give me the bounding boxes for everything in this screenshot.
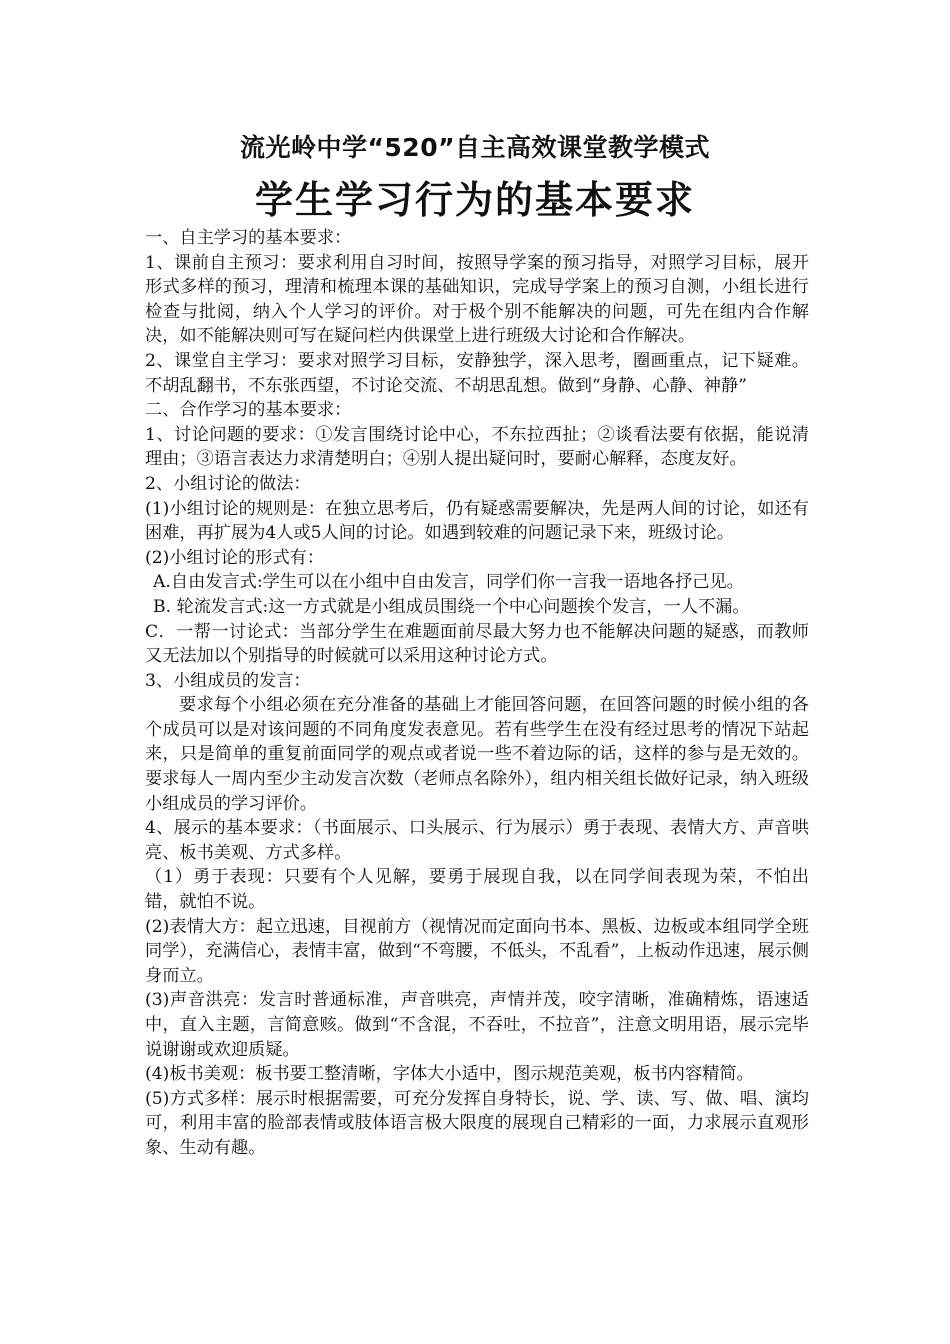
paragraph-presentation-requirements: 4、展示的基本要求：（书面展示、口头展示、行为展示）勇于表现、表情大方、声音哄亮、板书美观、方式多样。 — [145, 818, 809, 863]
paragraph-discussion-requirements: 1、讨论问题的要求：①发言围绕讨论中心，不东拉西扯；②谈看法要有依据，能说清理由；③语言表达力求清楚明白；④别人提出疑问时，要耐心解释，态度友好。 — [145, 424, 809, 470]
list-item-loud-voice: (3)声音洪亮：发言时普通标准，声音哄亮，声情并茂，咬字清晰，准确精炼，语速适中，直入主题，言简意赅。做到“不含混，不吞吐，不拉音”，注意文明用语，展示完毕说谢谢或欢迎质疑。 — [145, 990, 809, 1060]
list-item-peer-help: C．一帮一讨论式：当部分学生在难题面前尽最大努力也不能解决问题的疑惑，而教师又无法加以个别指导的时候就可以采用这种讨论方式。 — [145, 621, 809, 667]
list-item-neat-board-writing: (4)板书美观：板书要工整清晰，字体大小适中，图示规范美观，板书内容精简。 — [145, 1064, 754, 1085]
paragraph-discussion-rules: (1)小组讨论的规则是：在独立思考后，仍有疑惑需要解决，先是两人间的讨论，如还有困难，再扩展为4人或5人间的讨论。如遇到较难的问题记录下来，班级讨论。 — [145, 498, 809, 544]
list-item-diverse-methods: (5)方式多样：展示时根据需要，可充分发挥自身特长，说、学、读、写、做、唱、演均可，利用丰富的脸部表情或肢体语言极大限度的展现自己精彩的一面，力求展示直观形象、生动有趣。 — [145, 1088, 809, 1158]
subheading-member-speaking: 3、小组成员的发言： — [145, 670, 311, 691]
document-body — [145, 226, 809, 1161]
list-item-brave-expression: （1）勇于表现：只要有个人见解，要勇于展现自我，以在同学间表现为荣，不怕出错，就怕不说。 — [145, 867, 809, 913]
section-heading-cooperative-study: 二、合作学习的基本要求： — [145, 400, 352, 421]
list-item-composed-expression: (2)表情大方：起立迅速，目视前方（视情况而定面向书本、黑板、边板或本组同学全班同学），充满信心，表情丰富，做到“不弯腰，不低头，不乱看”，上板动作迅速，展示侧身而立。 — [145, 916, 809, 986]
paragraph-pre-class-preview: 1、课前自主预习：要求利用自习时间，按照导学案的预习指导，对照学习目标，展开形式多样的预习，理清和梳理本课的基础知识，完成导学案上的预习自测，小组长进行检查与批阅，纳入个人学习的评价。对于极个别不能解决的问题，可先在组内合作解决，如不能解决则可写在疑问栏内供课堂上进行班级大讨论和合作解决。 — [145, 252, 809, 347]
subheading-discussion-forms: (2)小组讨论的形式有： — [145, 547, 325, 568]
document-title: 流光岭中学“520”自主高效课堂教学模式 — [239, 133, 711, 162]
section-heading-self-study: 一、自主学习的基本要求： — [145, 228, 352, 248]
paragraph-class-self-study: 2、课堂自主学习：要求对照学习目标，安静独学，深入思考，圈画重点，记下疑难。不胡乱翻书，不东张西望，不讨论交流、不胡思乱想。做到“身静、心静、神静” — [145, 350, 809, 396]
paragraph-member-speaking: 要求每个小组必须在充分准备的基础上才能回答问题，在回答问题的时候小组的各个成员可以是对该问题的不同角度发表意见。若有些学生在没有经过思考的情况下站起来，只是简单的重复前面同学的观点或者说一些不着边际的话，这样的参与是无效的。要求每人一周内至少主动发言次数（老师点名除外），组内相关组长做好记录，纳入班级小组成员的学习评价。 — [145, 695, 809, 814]
subheading-group-discussion-method: 2、小组讨论的做法： — [145, 473, 311, 494]
document-subtitle: 学生学习行为的基本要求 — [254, 178, 695, 222]
list-item-take-turns: B. 轮流发言式:这一方式就是小组成员围绕一个中心问题挨个发言，一人不漏。 — [153, 596, 750, 617]
list-item-free-speech: A.自由发言式:学生可以在小组中自由发言，同学们你一言我一语地各抒己见。 — [153, 572, 744, 593]
